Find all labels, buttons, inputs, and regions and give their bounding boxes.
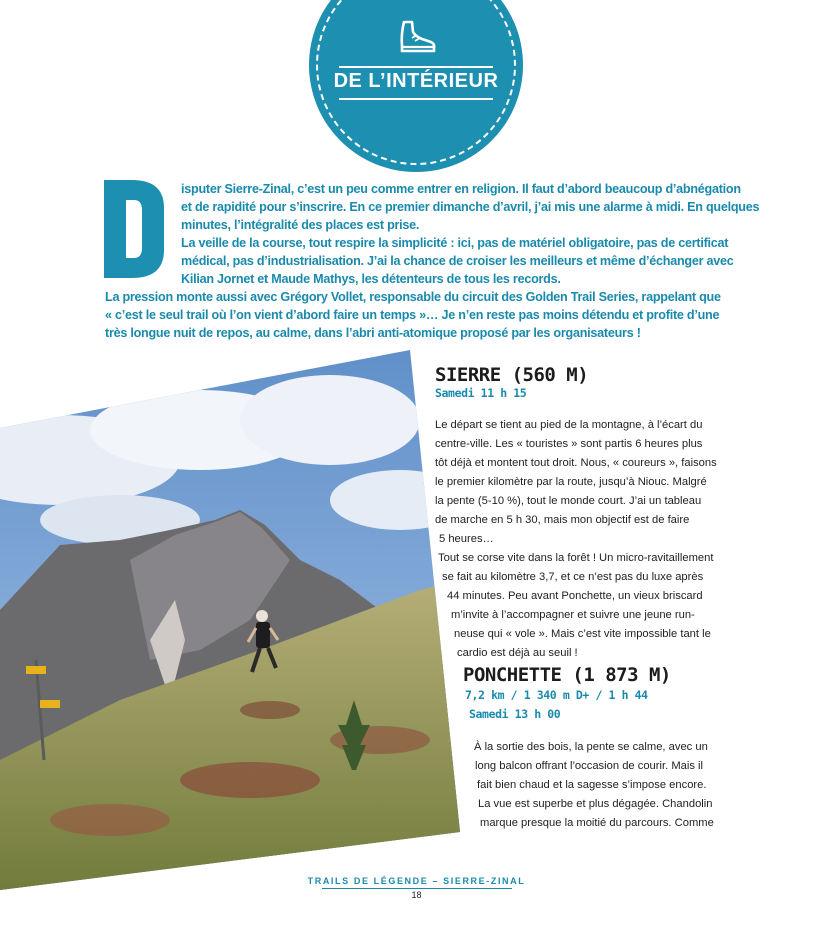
- running-footer-title: TRAILS DE LÉGENDE – SIERRE-ZINAL: [307, 876, 526, 886]
- s1-line-10: 44 minutes. Peu avant Ponchette, un vieux briscard: [447, 590, 703, 602]
- section-time-ponchette: Samedi 13 h 00: [469, 707, 561, 721]
- s1-line-5: la pente (5-10 %), tout le monde court. J’ai un tableau: [435, 495, 702, 507]
- s2-line-4: La vue est superbe et plus dégagée. Chandolin: [478, 798, 713, 810]
- intro-line-6: Kilian Jornet et Maude Mathys, les détenteurs de tous les records.: [181, 272, 561, 286]
- s2-line-2: long balcon offrant l’occasion de courir. Mais il: [475, 760, 704, 772]
- section-title-sierre: SIERRE (560 M): [435, 364, 589, 386]
- s1-line-11: m’invite à l’accompagner et suivre une jeune run-: [451, 609, 695, 621]
- s2-line-3: fait bien chaud et la sagesse s’impose encore.: [477, 779, 707, 791]
- intro-line-3: minutes, l’intégralité des places est prise.: [181, 218, 420, 232]
- s1-line-2: centre-ville. Les « touristes » sont partis 6 heures plus: [435, 438, 703, 450]
- s2-line-1: À la sortie des bois, la pente se calme, avec un: [474, 741, 708, 753]
- intro-line-1: isputer Sierre-Zinal, c’est un peu comme entrer en religion. Il faut d’abord beaucoup d’abnégation: [181, 182, 741, 196]
- footer-rule: [322, 888, 512, 889]
- section2-text: [474, 738, 786, 833]
- intro-line-9: très longue nuit de repos, au calme, dans l’abri anti-atomique proposé par les organisateurs !: [105, 326, 641, 340]
- intro-line-7: La pression monte aussi avec Grégory Vollet, responsable du circuit des Golden Trail Series, rappelant que: [105, 290, 721, 304]
- section1-text-b: [438, 549, 784, 663]
- page-number: 18: [411, 890, 422, 900]
- s1-line-6: de marche en 5 h 30, mais mon objectif est de faire: [435, 514, 690, 526]
- section-title-ponchette: PONCHETTE (1 873 M): [463, 664, 671, 686]
- s1-line-1: Le départ se tient au pied de la montagne, à l’écart du: [435, 419, 703, 431]
- s1-line-12: neuse qui « vole ». Mais c’est vite impossible tant le: [454, 628, 711, 640]
- s1-line-9: se fait au kilomètre 3,7, et ce n’est pas du luxe après: [442, 571, 704, 583]
- intro-line-4: La veille de la course, tout respire la simplicité : ici, pas de matériel obligatoire, pas de certificat: [181, 236, 729, 250]
- intro-line-2: et de rapidité pour s’inscrire. En ce premier dimanche d’avril, j’ai mis une alarme à midi. En quelques: [181, 200, 760, 214]
- s1-line-13: cardio est déjà au seuil !: [457, 647, 578, 659]
- s1-line-8: Tout se corse vite dans la forêt ! Un micro-ravitaillement: [438, 552, 714, 564]
- s2-line-5: marque presque la moitié du parcours. Comme: [480, 817, 714, 829]
- intro-line-5: médical, pas d’industrialisation. J’ai la chance de croiser les meilleurs et même d’échanger avec: [181, 254, 734, 268]
- badge-title: DE L’INTÉRIEUR: [333, 70, 499, 92]
- section1-text: [435, 416, 783, 549]
- s1-line-3: tôt déjà et montent tout droit. Nous, « coureurs », faisons: [435, 457, 717, 469]
- s1-line-4: le premier kilomètre par la route, jusqu’à Niouc. Malgré: [435, 476, 707, 488]
- intro-line-8: « c’est le seul trail où l’on vient d’abord faire un temps »… Je n’en reste pas moins détendu et profite d’une: [105, 308, 720, 322]
- s1-line-7: 5 heures…: [439, 533, 494, 545]
- section-stats-ponchette: 7,2 km / 1 340 m D+ / 1 h 44: [465, 688, 648, 702]
- section-time-sierre: Samedi 11 h 15: [435, 386, 527, 400]
